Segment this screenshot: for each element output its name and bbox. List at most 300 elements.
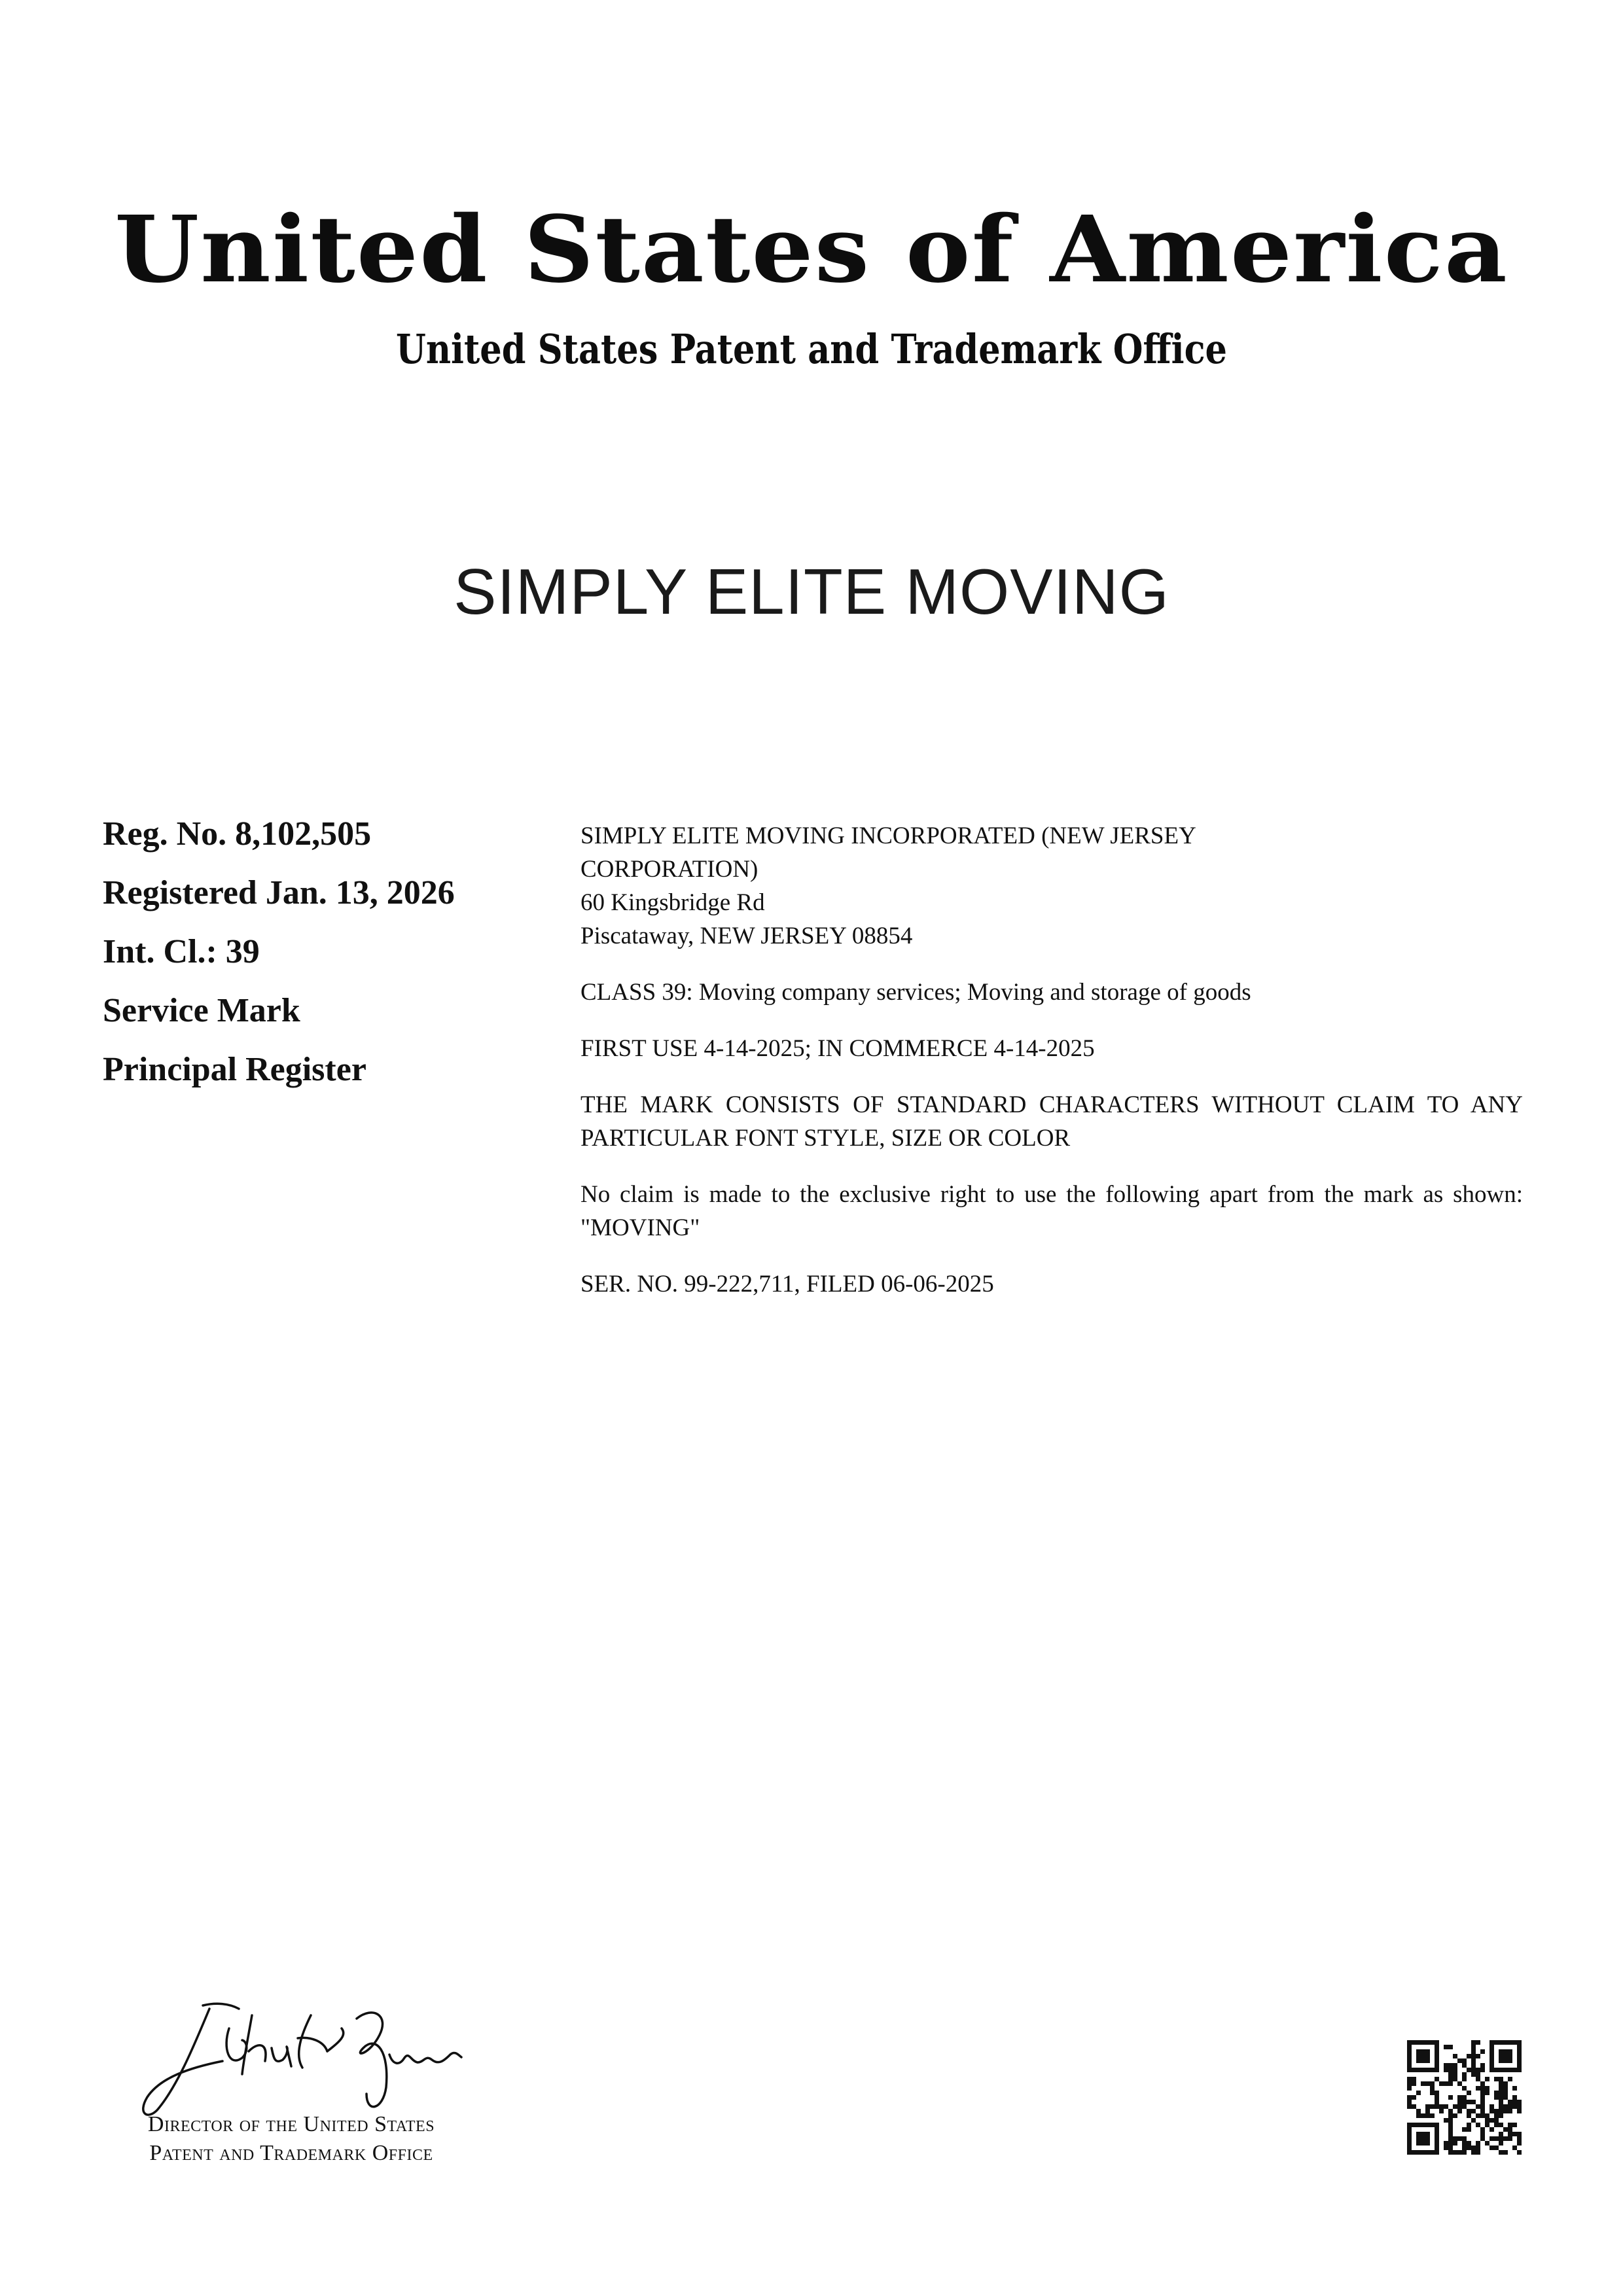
international-class: Int. Cl.: 39 bbox=[103, 933, 260, 970]
qr-module bbox=[1407, 2081, 1412, 2086]
qr-module bbox=[1467, 2091, 1471, 2095]
qr-module bbox=[1467, 2141, 1471, 2146]
qr-module bbox=[1448, 2081, 1453, 2086]
qr-module bbox=[1512, 2095, 1517, 2100]
qr-module bbox=[1421, 2081, 1425, 2086]
qr-module bbox=[1508, 2077, 1512, 2081]
registration-details bbox=[580, 819, 1523, 1324]
qr-module bbox=[1517, 2040, 1522, 2045]
qr-module bbox=[1430, 2091, 1435, 2095]
qr-module bbox=[1485, 2123, 1489, 2127]
qr-module bbox=[1407, 2141, 1412, 2146]
qr-module bbox=[1407, 2100, 1412, 2104]
qr-module bbox=[1425, 2141, 1430, 2146]
qr-module bbox=[1444, 2118, 1448, 2123]
qr-module bbox=[1430, 2086, 1435, 2091]
qr-module bbox=[1425, 2109, 1430, 2113]
qr-module bbox=[1467, 2113, 1471, 2118]
qr-module bbox=[1489, 2118, 1494, 2123]
qr-module bbox=[1425, 2150, 1430, 2155]
qr-module bbox=[1503, 2068, 1508, 2072]
qr-module bbox=[1517, 2150, 1522, 2155]
qr-module bbox=[1462, 2127, 1467, 2132]
qr-module bbox=[1462, 2072, 1467, 2077]
owner-block bbox=[580, 819, 1523, 953]
qr-module bbox=[1480, 2100, 1485, 2104]
qr-module bbox=[1494, 2136, 1499, 2141]
qr-module bbox=[1485, 2113, 1489, 2118]
qr-module bbox=[1476, 2054, 1480, 2058]
qr-module bbox=[1430, 2068, 1435, 2072]
qr-module bbox=[1416, 2136, 1421, 2141]
qr-module bbox=[1462, 2146, 1467, 2150]
qr-module bbox=[1453, 2150, 1457, 2155]
director-line-2: Patent and Trademark Office bbox=[149, 2141, 433, 2165]
owner-street: 60 Kingsbridge Rd bbox=[580, 889, 765, 916]
qr-module bbox=[1503, 2040, 1508, 2045]
registration-summary bbox=[103, 805, 535, 1099]
banner-heading: United States of America bbox=[115, 196, 1508, 304]
qr-module bbox=[1471, 2109, 1476, 2113]
qr-module bbox=[1453, 2077, 1457, 2081]
qr-module bbox=[1435, 2141, 1439, 2146]
qr-module bbox=[1480, 2109, 1485, 2113]
qr-module bbox=[1517, 2109, 1522, 2113]
qr-module bbox=[1412, 2077, 1416, 2081]
qr-module bbox=[1448, 2146, 1453, 2150]
qr-module bbox=[1412, 2068, 1416, 2072]
qr-module bbox=[1480, 2049, 1485, 2054]
qr-module bbox=[1499, 2132, 1503, 2136]
qr-module bbox=[1407, 2077, 1412, 2081]
qr-module bbox=[1425, 2058, 1430, 2063]
qr-module bbox=[1512, 2086, 1517, 2091]
qr-module bbox=[1517, 2058, 1522, 2063]
qr-module bbox=[1421, 2054, 1425, 2058]
qr-module bbox=[1421, 2150, 1425, 2155]
qr-module bbox=[1503, 2091, 1508, 2095]
qr-module bbox=[1471, 2063, 1476, 2068]
qr-module bbox=[1499, 2136, 1503, 2141]
qr-module bbox=[1471, 2072, 1476, 2077]
qr-module bbox=[1416, 2123, 1421, 2127]
qr-module bbox=[1476, 2077, 1480, 2081]
qr-module bbox=[1462, 2063, 1467, 2068]
qr-module bbox=[1503, 2104, 1508, 2109]
qr-module bbox=[1444, 2104, 1448, 2109]
qr-module bbox=[1476, 2040, 1480, 2045]
header-banner bbox=[101, 167, 1522, 386]
qr-module bbox=[1444, 2146, 1448, 2150]
qr-module bbox=[1435, 2132, 1439, 2136]
qr-module bbox=[1430, 2104, 1435, 2109]
qr-module bbox=[1412, 2095, 1416, 2100]
qr-module bbox=[1435, 2054, 1439, 2058]
qr-module bbox=[1508, 2058, 1512, 2063]
qr-module bbox=[1435, 2040, 1439, 2045]
qr-module bbox=[1508, 2049, 1512, 2054]
qr-module bbox=[1421, 2049, 1425, 2054]
qr-module bbox=[1407, 2086, 1412, 2091]
qr-module bbox=[1462, 2136, 1467, 2141]
qr-module bbox=[1499, 2054, 1503, 2058]
qr-module bbox=[1416, 2091, 1421, 2095]
qr-module bbox=[1503, 2136, 1508, 2141]
qr-module bbox=[1512, 2104, 1517, 2109]
qr-module bbox=[1407, 2068, 1412, 2072]
qr-module bbox=[1489, 2054, 1494, 2058]
qr-module bbox=[1453, 2068, 1457, 2072]
qr-module bbox=[1476, 2123, 1480, 2127]
qr-module bbox=[1453, 2141, 1457, 2146]
qr-module bbox=[1462, 2077, 1467, 2081]
qr-module bbox=[1494, 2091, 1499, 2095]
qr-module bbox=[1425, 2049, 1430, 2054]
mark-title: SIMPLY ELITE MOVING bbox=[454, 556, 1169, 627]
qr-module bbox=[1499, 2113, 1503, 2118]
qr-module bbox=[1412, 2040, 1416, 2045]
qr-module bbox=[1471, 2150, 1476, 2155]
qr-module bbox=[1517, 2104, 1522, 2109]
qr-module bbox=[1494, 2109, 1499, 2113]
qr-module bbox=[1489, 2049, 1494, 2054]
qr-module bbox=[1421, 2068, 1425, 2072]
qr-module bbox=[1508, 2100, 1512, 2104]
qr-module bbox=[1444, 2081, 1448, 2086]
qr-module bbox=[1508, 2040, 1512, 2045]
qr-module bbox=[1480, 2127, 1485, 2132]
qr-module bbox=[1499, 2091, 1503, 2095]
qr-module bbox=[1503, 2150, 1508, 2155]
qr-module bbox=[1435, 2123, 1439, 2127]
qr-module bbox=[1425, 2054, 1430, 2058]
qr-module bbox=[1512, 2100, 1517, 2104]
qr-module bbox=[1489, 2136, 1494, 2141]
director-line-1: Director of the United States bbox=[147, 2112, 435, 2136]
qr-module bbox=[1499, 2040, 1503, 2045]
qr-module bbox=[1467, 2146, 1471, 2150]
qr-module bbox=[1485, 2141, 1489, 2146]
qr-module bbox=[1448, 2063, 1453, 2068]
qr-module bbox=[1471, 2146, 1476, 2150]
qr-module bbox=[1407, 2063, 1412, 2068]
qr-module bbox=[1457, 2104, 1462, 2109]
qr-module bbox=[1499, 2150, 1503, 2155]
qr-module bbox=[1471, 2100, 1476, 2104]
qr-module bbox=[1462, 2141, 1467, 2146]
qr-module bbox=[1448, 2141, 1453, 2146]
qr-module bbox=[1421, 2132, 1425, 2136]
qr-module bbox=[1480, 2104, 1485, 2109]
qr-module bbox=[1448, 2123, 1453, 2127]
qr-module bbox=[1499, 2077, 1503, 2081]
qr-module bbox=[1416, 2068, 1421, 2072]
qr-module bbox=[1499, 2104, 1503, 2109]
qr-module bbox=[1512, 2123, 1517, 2127]
owner-name: SIMPLY ELITE MOVING INCORPORATED (NEW JERSEY CORPORATION) bbox=[580, 822, 1196, 883]
qr-module bbox=[1480, 2136, 1485, 2141]
qr-module bbox=[1489, 2063, 1494, 2068]
qr-module bbox=[1476, 2068, 1480, 2072]
qr-module bbox=[1480, 2091, 1485, 2095]
qr-module bbox=[1448, 2113, 1453, 2118]
qr-module bbox=[1448, 2136, 1453, 2141]
qr-module bbox=[1457, 2150, 1462, 2155]
qr-module bbox=[1435, 2058, 1439, 2063]
qr-module bbox=[1471, 2068, 1476, 2072]
qr-module bbox=[1480, 2081, 1485, 2086]
qr-module bbox=[1407, 2095, 1412, 2100]
qr-module bbox=[1421, 2113, 1425, 2118]
qr-module bbox=[1517, 2100, 1522, 2104]
qr-module bbox=[1435, 2068, 1439, 2072]
qr-module bbox=[1471, 2054, 1476, 2058]
qr-module bbox=[1457, 2095, 1462, 2100]
qr-module bbox=[1494, 2068, 1499, 2072]
qr-module bbox=[1435, 2045, 1439, 2049]
qr-module bbox=[1471, 2049, 1476, 2054]
qr-module bbox=[1444, 2063, 1448, 2068]
qr-module bbox=[1435, 2150, 1439, 2155]
qr-module bbox=[1503, 2058, 1508, 2063]
qr-module bbox=[1416, 2132, 1421, 2136]
qr-module bbox=[1416, 2054, 1421, 2058]
qr-module bbox=[1508, 2132, 1512, 2136]
qr-module bbox=[1499, 2100, 1503, 2104]
qr-module bbox=[1407, 2049, 1412, 2054]
qr-module bbox=[1471, 2045, 1476, 2049]
qr-module bbox=[1517, 2132, 1522, 2136]
qr-module bbox=[1407, 2136, 1412, 2141]
qr-module bbox=[1489, 2058, 1494, 2063]
qr-module bbox=[1462, 2104, 1467, 2109]
qr-module bbox=[1517, 2068, 1522, 2072]
qr-module bbox=[1489, 2068, 1494, 2072]
qr-module bbox=[1453, 2136, 1457, 2141]
qr-module bbox=[1448, 2068, 1453, 2072]
qr-module bbox=[1407, 2045, 1412, 2049]
qr-module bbox=[1485, 2091, 1489, 2095]
qr-module bbox=[1471, 2058, 1476, 2063]
qr-module bbox=[1499, 2049, 1503, 2054]
qr-module bbox=[1471, 2118, 1476, 2123]
qr-module bbox=[1512, 2040, 1517, 2045]
qr-module bbox=[1517, 2136, 1522, 2141]
qr-module bbox=[1489, 2040, 1494, 2045]
qr-module bbox=[1480, 2086, 1485, 2091]
qr-module bbox=[1494, 2113, 1499, 2118]
qr-module bbox=[1508, 2054, 1512, 2058]
qr-module bbox=[1499, 2081, 1503, 2086]
qr-module bbox=[1407, 2058, 1412, 2063]
qr-module bbox=[1503, 2095, 1508, 2100]
qr-module bbox=[1435, 2146, 1439, 2150]
registered-date: Registered Jan. 13, 2026 bbox=[103, 874, 455, 911]
qr-module bbox=[1407, 2123, 1412, 2127]
qr-module bbox=[1517, 2045, 1522, 2049]
qr-module bbox=[1485, 2118, 1489, 2123]
qr-module bbox=[1489, 2127, 1494, 2132]
qr-module bbox=[1476, 2141, 1480, 2146]
qr-module bbox=[1425, 2123, 1430, 2127]
qr-module bbox=[1499, 2109, 1503, 2113]
qr-module bbox=[1435, 2127, 1439, 2132]
qr-module bbox=[1489, 2104, 1494, 2109]
qr-module bbox=[1489, 2109, 1494, 2113]
qr-module bbox=[1421, 2123, 1425, 2127]
qr-module bbox=[1494, 2077, 1499, 2081]
qr-module bbox=[1421, 2058, 1425, 2063]
qr-module bbox=[1448, 2127, 1453, 2132]
qr-module bbox=[1499, 2068, 1503, 2072]
qr-module bbox=[1407, 2054, 1412, 2058]
qr-module bbox=[1421, 2136, 1425, 2141]
qr-module bbox=[1412, 2150, 1416, 2155]
qr-module bbox=[1499, 2058, 1503, 2063]
qr-module bbox=[1480, 2113, 1485, 2118]
qr-module bbox=[1435, 2095, 1439, 2100]
qr-module bbox=[1462, 2095, 1467, 2100]
qr-module bbox=[1430, 2081, 1435, 2086]
qr-module bbox=[1485, 2086, 1489, 2091]
qr-module bbox=[1508, 2127, 1512, 2132]
qr-module bbox=[1416, 2150, 1421, 2155]
qr-module bbox=[1462, 2150, 1467, 2155]
qr-module bbox=[1467, 2123, 1471, 2127]
qr-module bbox=[1430, 2040, 1435, 2045]
qr-module bbox=[1508, 2123, 1512, 2127]
qr-module bbox=[1462, 2100, 1467, 2104]
first-use: FIRST USE 4-14-2025; IN COMMERCE 4-14-2025 bbox=[580, 1035, 1095, 1062]
qr-module bbox=[1439, 2104, 1444, 2109]
qr-module bbox=[1448, 2118, 1453, 2123]
qr-module bbox=[1503, 2109, 1508, 2113]
qr-module bbox=[1467, 2127, 1471, 2132]
qr-module bbox=[1480, 2063, 1485, 2068]
qr-module bbox=[1503, 2086, 1508, 2091]
qr-module bbox=[1467, 2068, 1471, 2072]
qr-module bbox=[1457, 2136, 1462, 2141]
qr-module bbox=[1517, 2049, 1522, 2054]
qr-module bbox=[1416, 2058, 1421, 2063]
qr-module bbox=[1448, 2109, 1453, 2113]
qr-module bbox=[1425, 2136, 1430, 2141]
qr-module bbox=[1517, 2063, 1522, 2068]
qr-module bbox=[1462, 2086, 1467, 2091]
qr-module bbox=[1435, 2100, 1439, 2104]
qr-module bbox=[1435, 2104, 1439, 2109]
qr-module bbox=[1503, 2081, 1508, 2086]
qr-module bbox=[1444, 2068, 1448, 2072]
qr-module bbox=[1412, 2081, 1416, 2086]
qr-module bbox=[1453, 2113, 1457, 2118]
director-title bbox=[85, 2110, 497, 2168]
qr-module bbox=[1508, 2068, 1512, 2072]
qr-module bbox=[1453, 2104, 1457, 2109]
serial-number: SER. NO. 99-222,711, FILED 06-06-2025 bbox=[580, 1271, 994, 1298]
qr-module bbox=[1499, 2086, 1503, 2091]
qr-module bbox=[1485, 2077, 1489, 2081]
qr-module bbox=[1407, 2127, 1412, 2132]
qr-module bbox=[1444, 2141, 1448, 2146]
qr-module bbox=[1499, 2123, 1503, 2127]
qr-module bbox=[1517, 2141, 1522, 2146]
qr-module bbox=[1448, 2132, 1453, 2136]
qr-module bbox=[1476, 2086, 1480, 2091]
qr-module bbox=[1435, 2049, 1439, 2054]
qr-module bbox=[1467, 2100, 1471, 2104]
qr-module bbox=[1462, 2058, 1467, 2063]
qr-module bbox=[1457, 2058, 1462, 2063]
reg-number: Reg. No. 8,102,505 bbox=[103, 815, 372, 853]
qr-module bbox=[1416, 2109, 1421, 2113]
qr-module bbox=[1494, 2040, 1499, 2045]
qr-module bbox=[1448, 2095, 1453, 2100]
qr-module bbox=[1407, 2150, 1412, 2155]
qr-module bbox=[1435, 2136, 1439, 2141]
qr-module bbox=[1480, 2095, 1485, 2100]
qr-module bbox=[1407, 2104, 1412, 2109]
qr-module bbox=[1476, 2150, 1480, 2155]
qr-module bbox=[1416, 2049, 1421, 2054]
qr-module bbox=[1471, 2040, 1476, 2045]
qr-module bbox=[1430, 2113, 1435, 2118]
qr-module bbox=[1503, 2054, 1508, 2058]
qr-module bbox=[1489, 2045, 1494, 2049]
qr-module bbox=[1480, 2132, 1485, 2136]
banner-subheading: United States Patent and Trademark Office bbox=[396, 325, 1227, 373]
qr-module bbox=[1476, 2072, 1480, 2077]
qr-module bbox=[1430, 2150, 1435, 2155]
qr-module bbox=[1476, 2146, 1480, 2150]
qr-module bbox=[1444, 2045, 1448, 2049]
owner-city: Piscataway, NEW JERSEY 08854 bbox=[580, 923, 913, 949]
qr-module bbox=[1430, 2123, 1435, 2127]
qr-module bbox=[1425, 2040, 1430, 2045]
qr-module bbox=[1512, 2146, 1517, 2150]
qr-module bbox=[1494, 2123, 1499, 2127]
qr-module bbox=[1480, 2068, 1485, 2072]
qr-module bbox=[1457, 2081, 1462, 2086]
qr-module bbox=[1407, 2132, 1412, 2136]
qr-module bbox=[1448, 2072, 1453, 2077]
qr-module bbox=[1467, 2109, 1471, 2113]
qr-module bbox=[1412, 2123, 1416, 2127]
qr-module bbox=[1416, 2141, 1421, 2146]
qr-module bbox=[1439, 2109, 1444, 2113]
qr-module bbox=[1425, 2113, 1430, 2118]
qr-module bbox=[1407, 2040, 1412, 2045]
mark-type: Service Mark bbox=[103, 992, 300, 1029]
qr-module bbox=[1476, 2104, 1480, 2109]
qr-module bbox=[1416, 2113, 1421, 2118]
standard-characters-statement: THE MARK CONSISTS OF STANDARD CHARACTERS WITHOUT CLAIM TO ANY PARTICULAR FONT STYLE, SIZE OR COLOR bbox=[580, 1091, 1523, 1152]
qr-module bbox=[1453, 2072, 1457, 2077]
qr-module bbox=[1499, 2095, 1503, 2100]
qr-module bbox=[1412, 2104, 1416, 2109]
disclaimer: No claim is made to the exclusive right to use the following apart from the mark as shown: "MOVING" bbox=[580, 1181, 1523, 1241]
qr-module bbox=[1425, 2081, 1430, 2086]
qr-module bbox=[1425, 2104, 1430, 2109]
qr-module bbox=[1448, 2077, 1453, 2081]
qr-module bbox=[1453, 2054, 1457, 2058]
qr-module bbox=[1435, 2063, 1439, 2068]
qr-module bbox=[1489, 2146, 1494, 2150]
qr-module bbox=[1425, 2132, 1430, 2136]
qr-code bbox=[1407, 2040, 1522, 2155]
register-type: Principal Register bbox=[103, 1051, 366, 1088]
qr-module bbox=[1453, 2063, 1457, 2068]
